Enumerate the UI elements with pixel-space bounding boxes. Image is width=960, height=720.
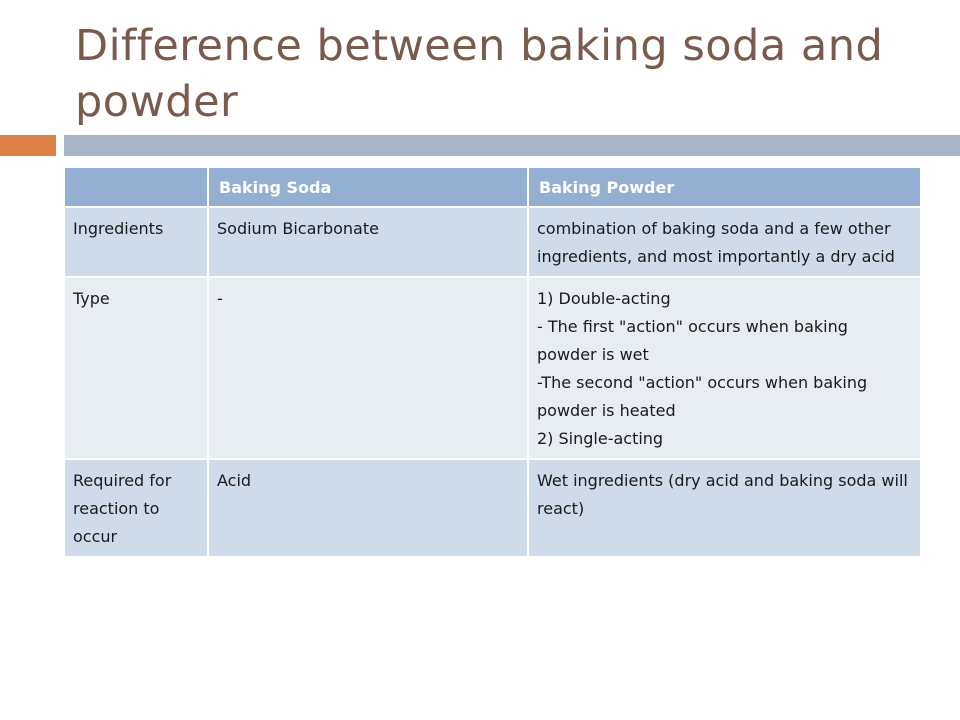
baking-powder-cell (528, 277, 920, 459)
accent-bar-blue (64, 135, 960, 156)
table-row (65, 207, 920, 277)
table-row (65, 277, 920, 459)
comparison-table (65, 168, 920, 558)
table-row (65, 459, 920, 557)
baking-soda-cell: Acid (208, 459, 528, 557)
header-cell-empty (65, 168, 208, 207)
baking-soda-cell: - (208, 277, 528, 459)
row-label: Ingredients (65, 207, 208, 277)
accent-bar-orange (0, 135, 56, 156)
row-label: Required for reaction to occur (65, 459, 208, 557)
header-cell-baking-soda: Baking Soda (208, 168, 528, 207)
slide-title: Difference between baking soda and powder (75, 21, 884, 127)
baking-powder-cell: combination of baking soda and a few other ingredients, and most importantly a dry acid (528, 207, 920, 277)
baking-powder-type-list: 1) Double-acting - The first "action" occurs when baking powder is wet -The second "action" occurs when baking powder is heated 2) Single-acting (537, 289, 868, 448)
baking-powder-cell: Wet ingredients (dry acid and baking soda will react) (528, 459, 920, 557)
baking-soda-cell: Sodium Bicarbonate (208, 207, 528, 277)
row-label: Type (65, 277, 208, 459)
table-header-row (65, 168, 920, 207)
header-cell-baking-powder: Baking Powder (528, 168, 920, 207)
